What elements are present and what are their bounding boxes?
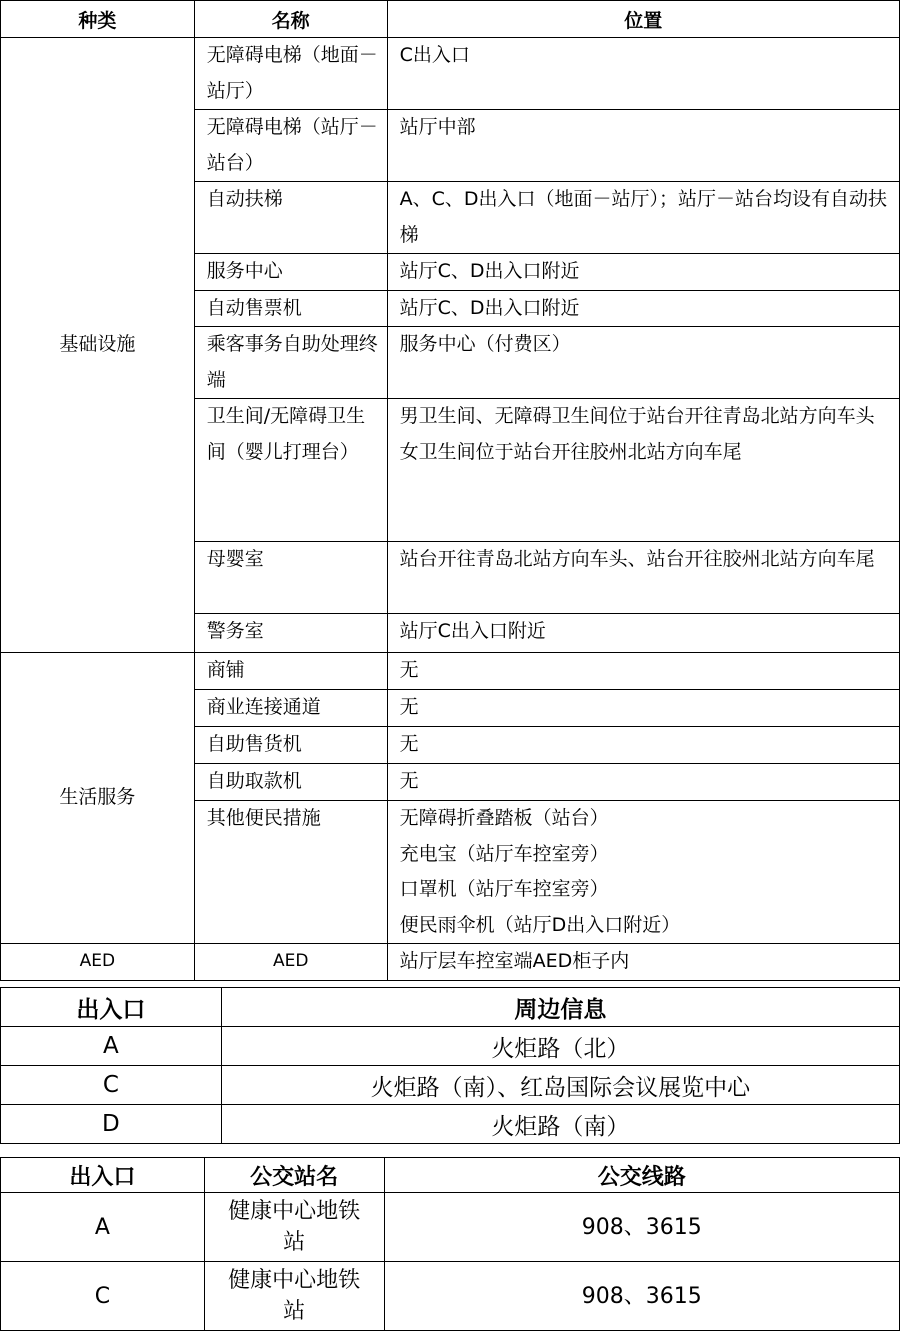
table-row xyxy=(1,1105,900,1144)
facility-name: AED xyxy=(194,944,387,981)
facility-location: 站厅中部 xyxy=(387,110,899,182)
category-infrastructure: 基础设施 xyxy=(1,38,195,653)
bus-table xyxy=(0,1157,900,1331)
column-header-bus-lines: 公交线路 xyxy=(384,1158,899,1193)
column-header-exit: 出入口 xyxy=(1,988,222,1027)
facility-name: 乘客事务自助处理终端 xyxy=(194,327,387,399)
bus-station-name: 健康中心地铁站 xyxy=(204,1262,384,1331)
exit-label: C xyxy=(1,1066,222,1105)
facility-location: 无 xyxy=(387,727,899,764)
table-row xyxy=(1,944,900,981)
facility-location: 无 xyxy=(387,764,899,801)
facility-name: 母婴室 xyxy=(194,542,387,614)
exit-label: A xyxy=(1,1193,205,1262)
facility-name: 自动售票机 xyxy=(194,290,387,327)
column-header-name: 名称 xyxy=(194,1,387,38)
table-row xyxy=(1,1027,900,1066)
column-header-category: 种类 xyxy=(1,1,195,38)
facility-location: 站厅C、D出入口附近 xyxy=(387,290,899,327)
facility-name: 卫生间/无障碍卫生间（婴儿打理台） xyxy=(194,399,387,542)
facility-name: 无障碍电梯（站厅－站台） xyxy=(194,110,387,182)
category-aed: AED xyxy=(1,944,195,981)
column-header-location: 位置 xyxy=(387,1,899,38)
exit-label: D xyxy=(1,1105,222,1144)
table-row xyxy=(1,1262,900,1331)
bus-lines: 908、3615 xyxy=(384,1193,899,1262)
surroundings-info: 火炬路（南） xyxy=(221,1105,899,1144)
table-header-row xyxy=(1,1158,900,1193)
exit-label: C xyxy=(1,1262,205,1331)
facility-location: 站厅层车控室端AED柜子内 xyxy=(387,944,899,981)
facility-name: 服务中心 xyxy=(194,254,387,291)
category-life-services: 生活服务 xyxy=(1,653,195,944)
table-row xyxy=(1,1066,900,1105)
surroundings-table xyxy=(0,987,900,1144)
facility-location: 无 xyxy=(387,690,899,727)
facility-name: 商铺 xyxy=(194,653,387,690)
facility-name: 其他便民措施 xyxy=(194,801,387,944)
facility-location: 无障碍折叠踏板（站台） 充电宝（站厅车控室旁） 口罩机（站厅车控室旁） 便民雨伞机（站厅D出入口附近） xyxy=(387,801,899,944)
column-header-surroundings: 周边信息 xyxy=(221,988,899,1027)
facility-location: 站厅C出入口附近 xyxy=(387,614,899,653)
facility-location: C出入口 xyxy=(387,38,899,110)
bus-lines: 908、3615 xyxy=(384,1262,899,1331)
column-header-bus-station: 公交站名 xyxy=(204,1158,384,1193)
facility-name: 警务室 xyxy=(194,614,387,653)
facility-location: 站厅C、D出入口附近 xyxy=(387,254,899,291)
surroundings-info: 火炬路（南）、红岛国际会议展览中心 xyxy=(221,1066,899,1105)
facility-location: A、C、D出入口（地面－站厅）；站厅－站台均设有自动扶梯 xyxy=(387,182,899,254)
surroundings-info: 火炬路（北） xyxy=(221,1027,899,1066)
facility-location: 服务中心（付费区） xyxy=(387,327,899,399)
bus-station-name: 健康中心地铁站 xyxy=(204,1193,384,1262)
exit-label: A xyxy=(1,1027,222,1066)
facility-name: 商业连接通道 xyxy=(194,690,387,727)
facility-location: 男卫生间、无障碍卫生间位于站台开往青岛北站方向车头 女卫生间位于站台开往胶州北站方向车尾 xyxy=(387,399,899,542)
table-header-row xyxy=(1,1,900,38)
facility-name: 自动扶梯 xyxy=(194,182,387,254)
table-row xyxy=(1,653,900,690)
facility-location: 无 xyxy=(387,653,899,690)
facility-location: 站台开往青岛北站方向车头、站台开往胶州北站方向车尾 xyxy=(387,542,899,614)
facility-name: 自助取款机 xyxy=(194,764,387,801)
table-row xyxy=(1,1193,900,1262)
facility-name: 无障碍电梯（地面－站厅） xyxy=(194,38,387,110)
table-row xyxy=(1,38,900,110)
column-header-exit: 出入口 xyxy=(1,1158,205,1193)
facility-name: 自助售货机 xyxy=(194,727,387,764)
table-header-row xyxy=(1,988,900,1027)
